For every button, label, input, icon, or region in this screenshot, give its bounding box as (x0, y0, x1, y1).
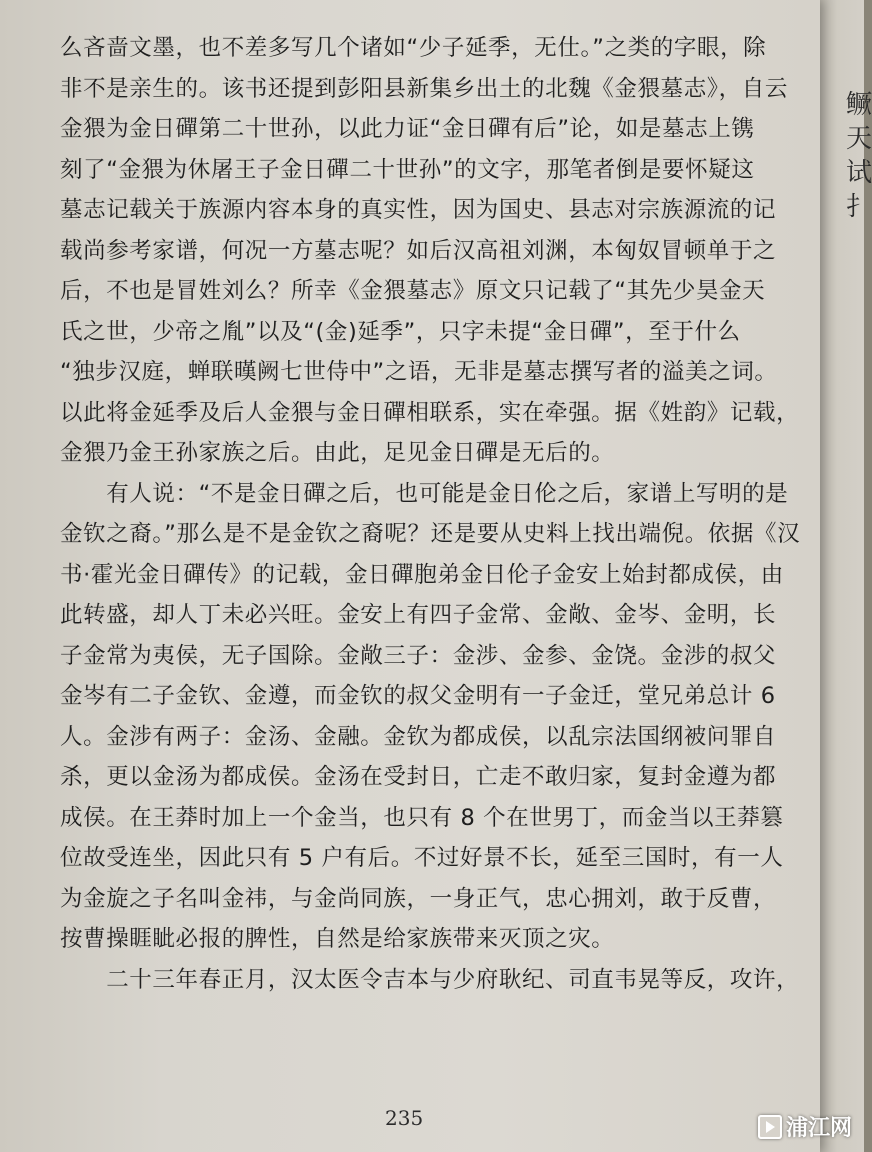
watermark-text: 浦江网 (785, 1116, 852, 1141)
text-line: 金猥为金日磾第二十世孙，以此力证“金日磾有后”论，如是墓志上镌 (60, 116, 755, 142)
text-line: 书·霍光金日磾传》的记载，金日磾胞弟金日伦子金安上始封都成侯，由 (60, 561, 784, 588)
text-line: 非不是亲生的。该书还提到彭阳县新集乡出土的北魏《金猥墓志》，自云 (60, 75, 788, 102)
play-icon (758, 1115, 782, 1139)
adjacent-page-edge (820, 0, 872, 1152)
text-line: 氏之世，少帝之胤”以及“(金)延季”，只字未提“金日磾”，至于什么 (60, 318, 741, 345)
text-line: 杀，更以金汤为都成侯。金汤在受封日，亡走不敢归家，复封金遵为都 (60, 764, 777, 790)
text-line: “独步汉庭，蝉联暵阙七世侍中”之语，无非是墓志撰写者的溢美之词。 (60, 359, 778, 385)
text-line: 成侯。在王莽时加上一个金当，也只有 8 个在世男丁，而金当以王莽篡 (60, 804, 784, 831)
text-line: 此转盛，却人丁未必兴旺。金安上有四子金常、金敞、金岑、金明，长 (60, 602, 777, 628)
text-line: 墓志记载关于族源内容本身的真实性，因为国史、县志对宗族源流的记 (60, 197, 777, 223)
text-line: 人。金涉有两子：金汤、金融。金钦为都成侯，以乱宗法国纲被问罪自 (60, 723, 777, 750)
adjacent-page-char: 试 (846, 158, 872, 188)
adjacent-page-char: 天 (846, 124, 872, 154)
text-line: 为金旋之子名叫金祎，与金尚同族，一身正气，忠心拥刘，敢于反曹， (60, 885, 777, 912)
text-line: 二十三年春正月，汉太医令吉本与少府耿纪、司直韦晃等反，攻许， (60, 966, 800, 993)
text-line: 载尚参考家谱，何况一方墓志呢？如后汉高祖刘渊，本匈奴冒顿单于之 (60, 237, 777, 264)
text-line: 金钦之裔。”那么是不是金钦之裔呢？还是要从史料上找出端倪。依据《汉 (60, 521, 801, 547)
body-text (60, 28, 801, 1000)
text-line: 以此将金延季及后人金猥与金日磾相联系，实在牵强。据《姓韵》记载， (60, 399, 800, 426)
watermark (758, 1111, 852, 1142)
text-line: 子金常为夷侯，无子国除。金敞三子：金涉、金参、金饶。金涉的叔父 (60, 642, 777, 669)
adjacent-page-char: 鳜 (846, 90, 872, 120)
page-number: 235 (385, 1106, 424, 1130)
text-line: 位故受连坐，因此只有 5 户有后。不过好景不长，延至三国时，有一人 (60, 845, 784, 871)
text-line: 金猥乃金王孙家族之后。由此，足见金日磾是无后的。 (60, 440, 615, 466)
text-line: 按曹操睚眦必报的脾性，自然是给家族带来灭顶之灾。 (60, 926, 615, 952)
text-line: 刻了“金猥为休屠王子金日磾二十世孙”的文字，那笔者倒是要怀疑这 (60, 156, 755, 183)
text-line: 有人说：“不是金日磾之后，也可能是金日伦之后，家谱上写明的是 (60, 480, 789, 507)
adjacent-page-char: 扌 (846, 192, 872, 222)
text-line: 么吝啬文墨，也不差多写几个诸如“少子延季，无仕。”之类的字眼，除 (60, 35, 767, 61)
text-line: 金岑有二子金钦、金遵，而金钦的叔父金明有一子金迁，堂兄弟总计 6 (60, 683, 776, 709)
text-line: 后，不也是冒姓刘么？所幸《金猥墓志》原文只记载了“其先少昊金天 (60, 278, 766, 304)
